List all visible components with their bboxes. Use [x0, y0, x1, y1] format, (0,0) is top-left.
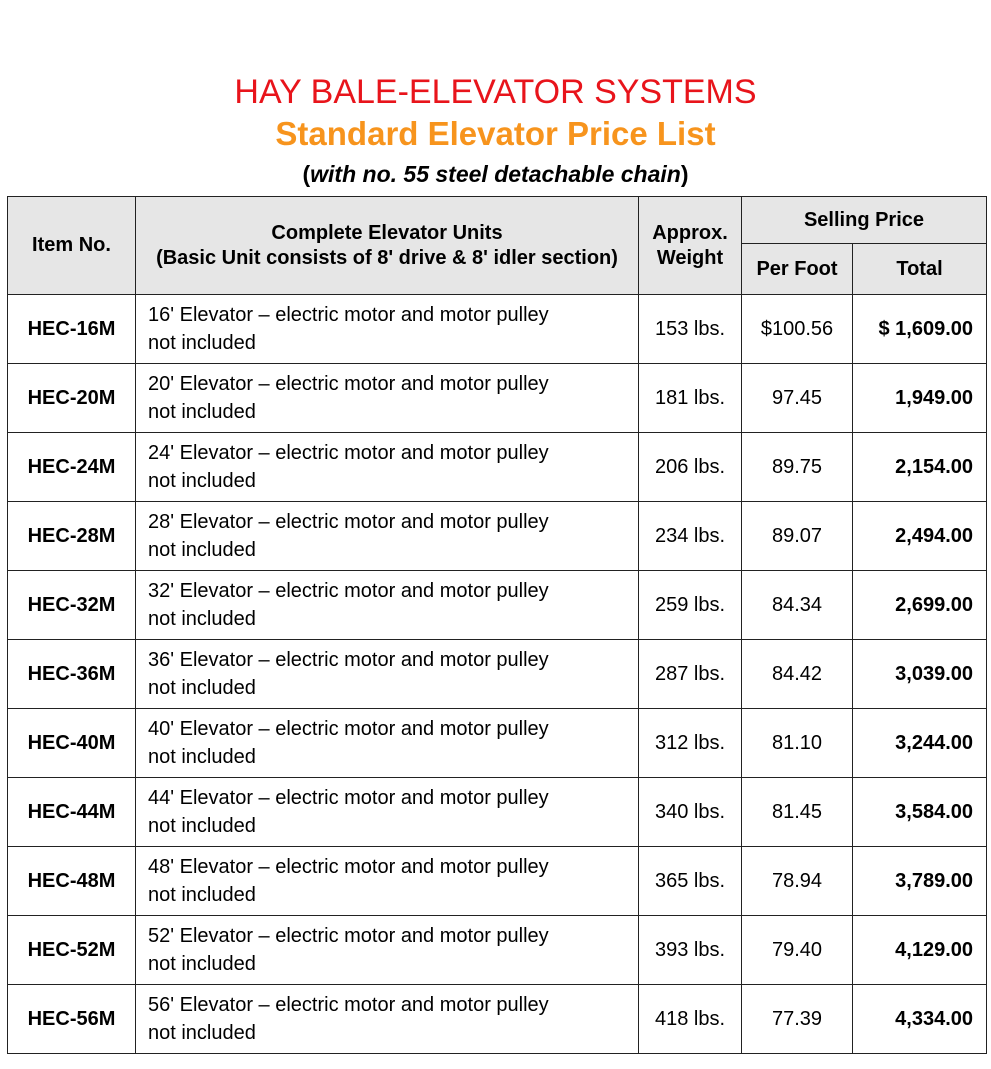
table-row	[8, 778, 987, 847]
description-line2: not included	[148, 470, 256, 492]
table-row	[8, 640, 987, 709]
price-total: 2,699.00	[853, 571, 987, 640]
header-per-foot: Per Foot	[742, 244, 853, 295]
item-description	[136, 640, 639, 709]
description-line2: not included	[148, 1022, 256, 1044]
price-per-foot: 84.42	[742, 640, 853, 709]
approx-weight: 287 lbs.	[639, 640, 742, 709]
approx-weight: 181 lbs.	[639, 364, 742, 433]
price-per-foot: 78.94	[742, 847, 853, 916]
price-per-foot: 81.45	[742, 778, 853, 847]
approx-weight: 312 lbs.	[639, 709, 742, 778]
description-line1: 44' Elevator – electric motor and motor pulley	[148, 787, 549, 809]
approx-weight: 206 lbs.	[639, 433, 742, 502]
document-title: HAY BALE-ELEVATOR SYSTEMS	[234, 73, 757, 111]
description-line1: 24' Elevator – electric motor and motor pulley	[148, 442, 549, 464]
header-weight	[639, 197, 742, 295]
item-description	[136, 778, 639, 847]
approx-weight: 340 lbs.	[639, 778, 742, 847]
item-number: HEC-32M	[8, 571, 136, 640]
description-line2: not included	[148, 677, 256, 699]
price-total: 1,949.00	[853, 364, 987, 433]
item-number: HEC-44M	[8, 778, 136, 847]
item-description	[136, 295, 639, 364]
description-line2: not included	[148, 539, 256, 561]
header-units-line1: Complete Elevator Units	[271, 221, 503, 244]
price-per-foot: 97.45	[742, 364, 853, 433]
price-per-foot: 89.07	[742, 502, 853, 571]
description-line2: not included	[148, 332, 256, 354]
description-line2: not included	[148, 953, 256, 975]
item-description	[136, 709, 639, 778]
table-row	[8, 502, 987, 571]
note-close: )	[680, 161, 689, 187]
description-line2: not included	[148, 401, 256, 423]
table-body	[8, 295, 987, 1054]
item-description	[136, 502, 639, 571]
table-row	[8, 985, 987, 1054]
description-line2: not included	[148, 815, 256, 837]
description-line2: not included	[148, 884, 256, 906]
description-line2: not included	[148, 746, 256, 768]
price-total: 3,244.00	[853, 709, 987, 778]
table-row	[8, 847, 987, 916]
price-total: 4,129.00	[853, 916, 987, 985]
price-per-foot: 79.40	[742, 916, 853, 985]
table-row	[8, 709, 987, 778]
chain-note	[0, 158, 991, 190]
price-total: 2,494.00	[853, 502, 987, 571]
item-number: HEC-36M	[8, 640, 136, 709]
item-number: HEC-28M	[8, 502, 136, 571]
price-per-foot: 84.34	[742, 571, 853, 640]
approx-weight: 259 lbs.	[639, 571, 742, 640]
description-line1: 28' Elevator – electric motor and motor pulley	[148, 511, 549, 533]
note-open: (	[302, 161, 311, 187]
header-weight-line2: Weight	[656, 246, 724, 269]
table-row	[8, 364, 987, 433]
table-row	[8, 295, 987, 364]
table-row	[8, 916, 987, 985]
table-row	[8, 433, 987, 502]
item-number: HEC-24M	[8, 433, 136, 502]
description-line1: 16' Elevator – electric motor and motor pulley	[148, 304, 549, 326]
description-line1: 20' Elevator – electric motor and motor pulley	[148, 373, 549, 395]
note-italic: with no. 55 steel detachable chain	[310, 161, 681, 187]
item-description	[136, 364, 639, 433]
price-per-foot: 89.75	[742, 433, 853, 502]
header-selling-price: Selling Price	[742, 197, 987, 244]
price-per-foot: 81.10	[742, 709, 853, 778]
header-total: Total	[853, 244, 987, 295]
price-total: 2,154.00	[853, 433, 987, 502]
item-description	[136, 433, 639, 502]
approx-weight: 418 lbs.	[639, 985, 742, 1054]
item-description	[136, 571, 639, 640]
description-line2: not included	[148, 608, 256, 630]
header-units-line2: (Basic Unit consists of 8' drive & 8' idler section)	[156, 246, 618, 269]
price-total: 3,584.00	[853, 778, 987, 847]
approx-weight: 234 lbs.	[639, 502, 742, 571]
header-item-no: Item No.	[8, 197, 136, 295]
header-units	[136, 197, 639, 295]
approx-weight: 393 lbs.	[639, 916, 742, 985]
approx-weight: 365 lbs.	[639, 847, 742, 916]
description-line1: 40' Elevator – electric motor and motor pulley	[148, 718, 549, 740]
item-description	[136, 985, 639, 1054]
item-number: HEC-40M	[8, 709, 136, 778]
item-description	[136, 916, 639, 985]
price-total: 4,334.00	[853, 985, 987, 1054]
description-line1: 36' Elevator – electric motor and motor pulley	[148, 649, 549, 671]
item-number: HEC-20M	[8, 364, 136, 433]
item-number: HEC-16M	[8, 295, 136, 364]
price-total: $ 1,609.00	[853, 295, 987, 364]
item-number: HEC-56M	[8, 985, 136, 1054]
price-per-foot: 77.39	[742, 985, 853, 1054]
description-line1: 32' Elevator – electric motor and motor pulley	[148, 580, 549, 602]
approx-weight: 153 lbs.	[639, 295, 742, 364]
price-total: 3,789.00	[853, 847, 987, 916]
price-per-foot: $100.56	[742, 295, 853, 364]
description-line1: 52' Elevator – electric motor and motor pulley	[148, 925, 549, 947]
description-line1: 56' Elevator – electric motor and motor pulley	[148, 994, 549, 1016]
item-description	[136, 847, 639, 916]
item-number: HEC-52M	[8, 916, 136, 985]
description-line1: 48' Elevator – electric motor and motor pulley	[148, 856, 549, 878]
document-subtitle: Standard Elevator Price List	[275, 115, 716, 152]
table-row	[8, 571, 987, 640]
price-total: 3,039.00	[853, 640, 987, 709]
price-table	[7, 196, 987, 1054]
item-number: HEC-48M	[8, 847, 136, 916]
header-weight-line1: Approx.	[652, 221, 728, 244]
